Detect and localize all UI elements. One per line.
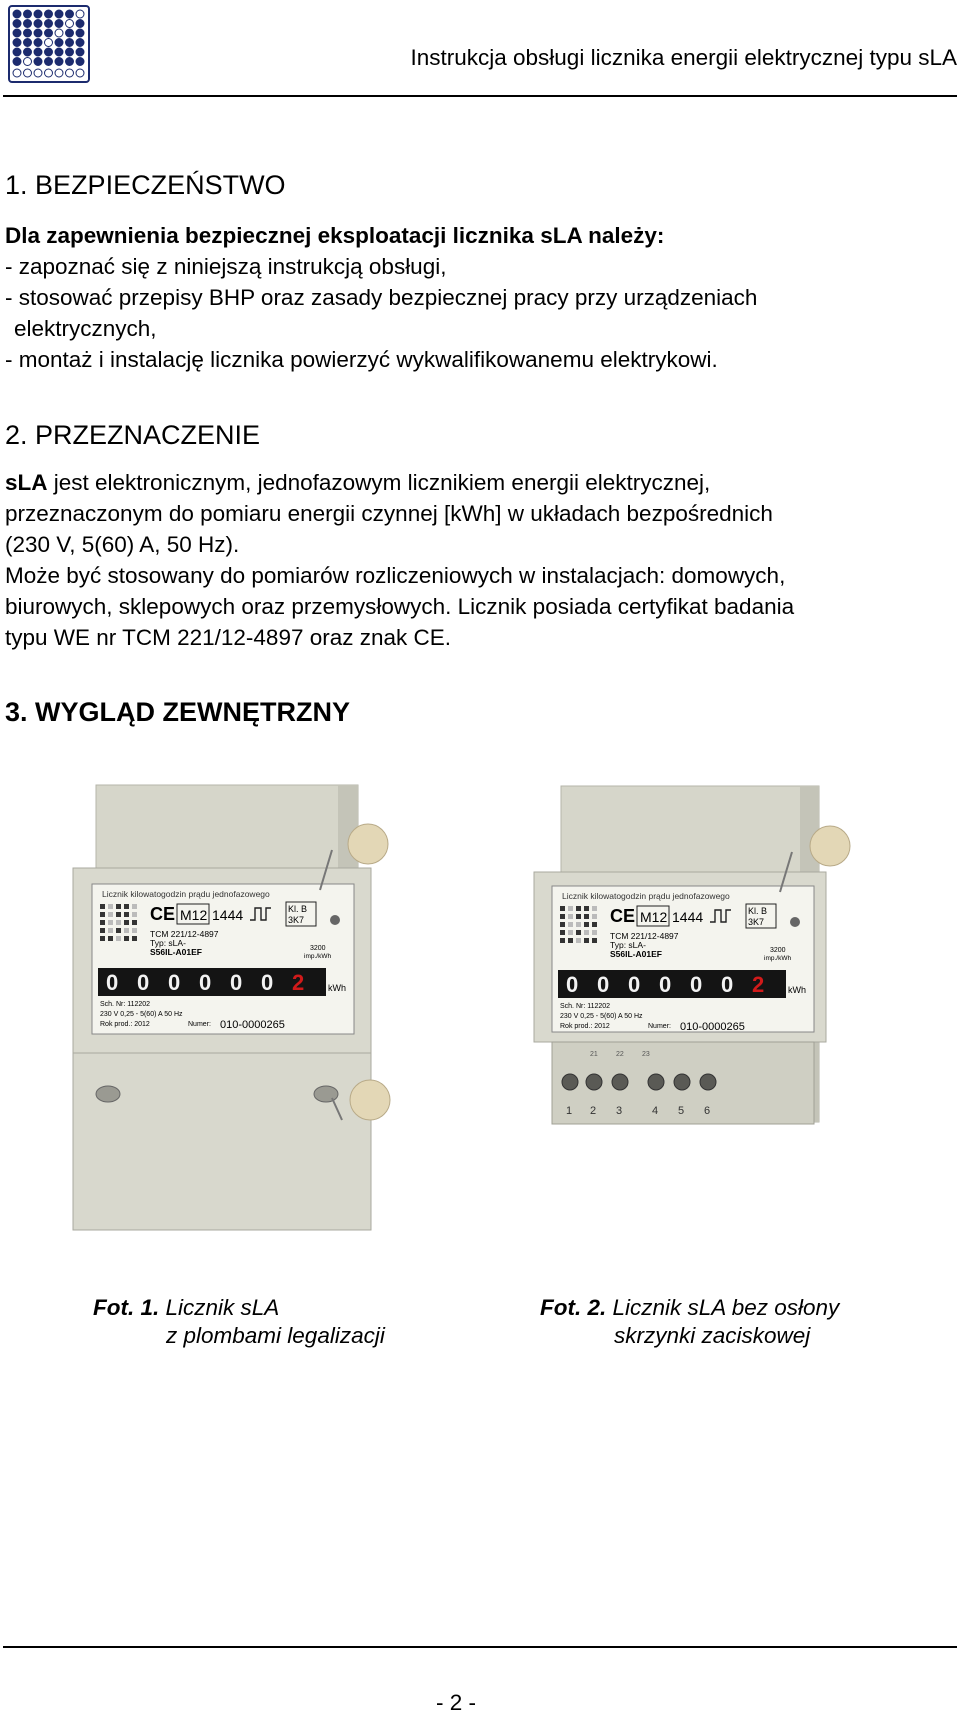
logo-dot xyxy=(55,20,63,28)
logo-dot xyxy=(55,29,63,37)
logo-dot xyxy=(76,10,84,18)
ce-mark: CE xyxy=(150,904,176,924)
terminal-number: 6 xyxy=(704,1105,711,1117)
counter-digit: 0 xyxy=(230,970,243,995)
logo-dot xyxy=(34,20,42,28)
impulse-unit: imp./kWh xyxy=(304,953,332,960)
matrix-dot xyxy=(560,930,565,935)
logo-dot xyxy=(13,58,21,66)
purpose-line: (230 V, 5(60) A, 50 Hz). xyxy=(5,532,240,557)
counter-digit: 2 xyxy=(292,970,305,995)
logo-letter-dot xyxy=(45,69,53,77)
logo-dot xyxy=(66,39,74,47)
logo-dot xyxy=(76,29,84,37)
matrix-dot xyxy=(576,914,581,919)
logo-dot xyxy=(45,29,53,37)
matrix-dot xyxy=(568,938,573,943)
energy-counter-display xyxy=(98,968,326,996)
terminal-number: 5 xyxy=(678,1105,685,1117)
display-unit: kWh xyxy=(328,983,346,993)
logo-dot xyxy=(45,58,53,66)
section-1-heading: 1. BEZPIECZEŃSTWO xyxy=(5,170,286,200)
safety-item: - zapoznać się z niniejszą instrukcją obsługi, xyxy=(5,254,447,279)
counter-digit: 0 xyxy=(659,972,672,997)
logo-dot xyxy=(76,48,84,56)
matrix-dot xyxy=(576,930,581,935)
purpose-line: Może być stosowany do pomiarów rozliczeniowych w instalacjach: domowych, xyxy=(5,563,786,588)
terminal-screw-icon xyxy=(648,1074,664,1090)
meter-photo-with-cover xyxy=(70,780,400,1240)
counter-digit: 0 xyxy=(137,970,150,995)
logo-dot xyxy=(24,10,32,18)
serial-line: Sch. Nr: 112202 xyxy=(560,1003,611,1010)
meter-tcm: TCM 221/12-4897 xyxy=(610,931,679,941)
logo-dot xyxy=(24,39,32,47)
counter-digit: 2 xyxy=(752,972,765,997)
matrix-dot xyxy=(124,928,129,933)
matrix-dot xyxy=(576,906,581,911)
logo-dot xyxy=(55,58,63,66)
meter-class-env: 3K7 xyxy=(288,915,305,925)
logo-letter-dot xyxy=(24,69,32,77)
matrix-dot xyxy=(576,938,581,943)
matrix-dot xyxy=(124,912,129,917)
matrix-dot xyxy=(560,938,565,943)
info-circle-icon xyxy=(330,915,340,925)
purpose-line: przeznaczonym do pomiaru energii czynnej [kWh] w układach bezpośrednich xyxy=(5,501,773,526)
meter-type: Typ: sLA- xyxy=(150,938,186,948)
figure-1-caption: Fot. 1. Licznik sLA z plombami legalizacji xyxy=(93,1295,385,1348)
safety-item: elektrycznych, xyxy=(14,316,157,341)
model-code: M12 xyxy=(180,907,208,923)
logo-dot xyxy=(66,48,74,56)
logo-dot xyxy=(24,20,32,28)
matrix-dot xyxy=(100,904,105,909)
impulse-unit: imp./kWh xyxy=(764,955,792,962)
matrix-dot xyxy=(108,912,113,917)
page-number: - 2 - xyxy=(436,1690,477,1715)
matrix-dot xyxy=(592,938,597,943)
matrix-dot xyxy=(584,938,589,943)
logo-dot xyxy=(34,10,42,18)
logo-letter-dot xyxy=(13,69,21,77)
aux-terminal-label: 21 xyxy=(590,1051,598,1058)
matrix-dot xyxy=(568,930,573,935)
meter-terminal-cover xyxy=(73,1053,371,1230)
matrix-dot xyxy=(100,928,105,933)
cover-screw-icon xyxy=(314,1086,338,1102)
logo-dot xyxy=(55,10,63,18)
meter-class-env: 3K7 xyxy=(748,917,765,927)
counter-digit: 0 xyxy=(597,972,610,997)
logo-dot xyxy=(55,39,63,47)
logo-dot xyxy=(24,58,32,66)
document-header-title: Instrukcja obsługi licznika energii elektrycznej typu sLA xyxy=(410,45,957,70)
display-unit: kWh xyxy=(788,985,806,995)
cert-number: 1444 xyxy=(212,907,244,923)
section-3-heading: 3. WYGLĄD ZEWNĘTRZNY xyxy=(5,697,351,727)
matrix-dot xyxy=(100,936,105,941)
logo-dot xyxy=(34,39,42,47)
impulse-value: 3200 xyxy=(770,947,786,954)
dot-grid-logo-icon xyxy=(8,5,90,83)
safety-item: - stosować przepisy BHP oraz zasady bezpiecznej pracy przy urządzeniach xyxy=(5,285,758,310)
matrix-dot xyxy=(560,914,565,919)
matrix-dot xyxy=(100,920,105,925)
matrix-dot xyxy=(592,906,597,911)
terminal-screw-icon xyxy=(674,1074,690,1090)
meter-class: Kl. B xyxy=(748,906,768,916)
number-label: Numer: xyxy=(648,1023,671,1030)
meter-type: Typ: sLA- xyxy=(610,940,646,950)
safety-item: - montaż i instalację licznika powierzyć wykwalifikowanemu elektrykowi. xyxy=(5,347,718,372)
terminal-screw-icon xyxy=(586,1074,602,1090)
matrix-dot xyxy=(124,904,129,909)
serial-line: Sch. Nr: 112202 xyxy=(100,1001,151,1008)
seal-icon xyxy=(810,826,850,866)
cover-screw-icon xyxy=(96,1086,120,1102)
logo-dot xyxy=(34,58,42,66)
terminal-screw-icon xyxy=(700,1074,716,1090)
logo-dot xyxy=(76,39,84,47)
terminal-screw-icon xyxy=(562,1074,578,1090)
spec-line: 230 V 0,25 - 5(60) A 50 Hz xyxy=(100,1011,183,1018)
purpose-line: biurowych, sklepowych oraz przemysłowych. Licznik posiada certyfikat badania xyxy=(5,594,795,619)
meter-photo-without-cover xyxy=(530,782,860,1127)
matrix-dot xyxy=(116,928,121,933)
section-2-heading: 2. PRZEZNACZENIE xyxy=(5,420,261,450)
counter-digit: 0 xyxy=(566,972,579,997)
logo-dot xyxy=(45,10,53,18)
logo-dot xyxy=(66,20,74,28)
logo-dot xyxy=(13,39,21,47)
number-value: 010-0000265 xyxy=(680,1021,745,1033)
counter-digit: 0 xyxy=(628,972,641,997)
logo-letter-dot xyxy=(66,69,74,77)
product-name: sLA xyxy=(5,470,48,495)
matrix-dot xyxy=(132,920,137,925)
terminal-number: 4 xyxy=(652,1105,659,1117)
header-divider xyxy=(3,95,957,97)
matrix-dot xyxy=(132,912,137,917)
matrix-dot xyxy=(592,914,597,919)
matrix-dot xyxy=(108,904,113,909)
matrix-dot xyxy=(584,914,589,919)
model-code: M12 xyxy=(640,909,668,925)
matrix-dot xyxy=(132,936,137,941)
footer-divider xyxy=(3,1646,957,1648)
cert-number: 1444 xyxy=(672,909,704,925)
matrix-dot xyxy=(108,928,113,933)
matrix-dot xyxy=(116,904,121,909)
logo-dot xyxy=(55,48,63,56)
meter-type-code: S56IL-A01EF xyxy=(610,949,662,959)
terminal-screw-icon xyxy=(612,1074,628,1090)
impulse-value: 3200 xyxy=(310,945,326,952)
aux-terminal-label: 22 xyxy=(616,1051,624,1058)
terminal-number: 1 xyxy=(566,1105,573,1117)
counter-digit: 0 xyxy=(721,972,734,997)
meter-label-title: Licznik kilowatogodzin prądu jednofazowego xyxy=(102,889,270,899)
logo-dot xyxy=(34,48,42,56)
matrix-dot xyxy=(568,914,573,919)
meter-class: Kl. B xyxy=(288,904,308,914)
counter-digit: 0 xyxy=(199,970,212,995)
matrix-dot xyxy=(100,912,105,917)
number-value: 010-0000265 xyxy=(220,1019,285,1031)
logo-dot xyxy=(34,29,42,37)
meter-type-code: S56IL-A01EF xyxy=(150,947,202,957)
logo-dot xyxy=(66,58,74,66)
matrix-dot xyxy=(124,936,129,941)
seal-icon xyxy=(350,1080,390,1120)
logo-letter-dot xyxy=(34,69,42,77)
logo-dot xyxy=(66,29,74,37)
logo-dot xyxy=(76,20,84,28)
logo-dot xyxy=(24,48,32,56)
purpose-line: sLA jest elektronicznym, jednofazowym licznikiem energii elektrycznej, xyxy=(5,470,711,495)
year-line: Rok prod.: 2012 xyxy=(560,1023,610,1030)
matrix-dot xyxy=(576,922,581,927)
logo-dot xyxy=(45,48,53,56)
counter-digit: 0 xyxy=(106,970,119,995)
matrix-dot xyxy=(132,928,137,933)
number-label: Numer: xyxy=(188,1021,211,1028)
section-1-intro: Dla zapewnienia bezpiecznej eksploatacji licznika sLA należy: xyxy=(5,223,665,248)
matrix-dot xyxy=(584,922,589,927)
matrix-dot xyxy=(560,922,565,927)
spec-line: 230 V 0,25 - 5(60) A 50 Hz xyxy=(560,1013,643,1020)
seal-icon xyxy=(348,824,388,864)
matrix-dot xyxy=(132,904,137,909)
terminal-number: 3 xyxy=(616,1105,623,1117)
logo-dot xyxy=(24,29,32,37)
matrix-dot xyxy=(108,920,113,925)
matrix-dot xyxy=(116,936,121,941)
aux-terminal-label: 23 xyxy=(642,1051,650,1058)
counter-digit: 0 xyxy=(261,970,274,995)
matrix-dot xyxy=(116,912,121,917)
logo-dot xyxy=(13,29,21,37)
logo-dot xyxy=(13,48,21,56)
logo-dot xyxy=(45,20,53,28)
meter-tcm: TCM 221/12-4897 xyxy=(150,929,219,939)
logo-letter-dot xyxy=(76,69,84,77)
ce-mark: CE xyxy=(610,906,636,926)
matrix-dot xyxy=(592,922,597,927)
matrix-dot xyxy=(116,920,121,925)
counter-digit: 0 xyxy=(168,970,181,995)
matrix-dot xyxy=(592,930,597,935)
matrix-dot xyxy=(560,906,565,911)
energy-counter-display xyxy=(558,970,786,998)
logo-dot xyxy=(45,39,53,47)
logo-dot xyxy=(13,10,21,18)
logo-dot xyxy=(13,20,21,28)
year-line: Rok prod.: 2012 xyxy=(100,1021,150,1028)
matrix-dot xyxy=(124,920,129,925)
figure-2-caption: Fot. 2. Licznik sLA bez osłony skrzynki zaciskowej xyxy=(540,1295,840,1348)
matrix-dot xyxy=(108,936,113,941)
logo-letter-dot xyxy=(55,69,63,77)
matrix-dot xyxy=(568,906,573,911)
matrix-dot xyxy=(568,922,573,927)
info-circle-icon xyxy=(790,917,800,927)
matrix-dot xyxy=(584,906,589,911)
logo-dot xyxy=(66,10,74,18)
logo-dot xyxy=(76,58,84,66)
meter-label-title: Licznik kilowatogodzin prądu jednofazowego xyxy=(562,891,730,901)
terminal-number: 2 xyxy=(590,1105,597,1117)
counter-digit: 0 xyxy=(690,972,703,997)
purpose-line: typu WE nr TCM 221/12-4897 oraz znak CE. xyxy=(5,625,452,650)
section-2-body xyxy=(5,467,955,653)
matrix-dot xyxy=(584,930,589,935)
section-1-body xyxy=(5,220,955,375)
